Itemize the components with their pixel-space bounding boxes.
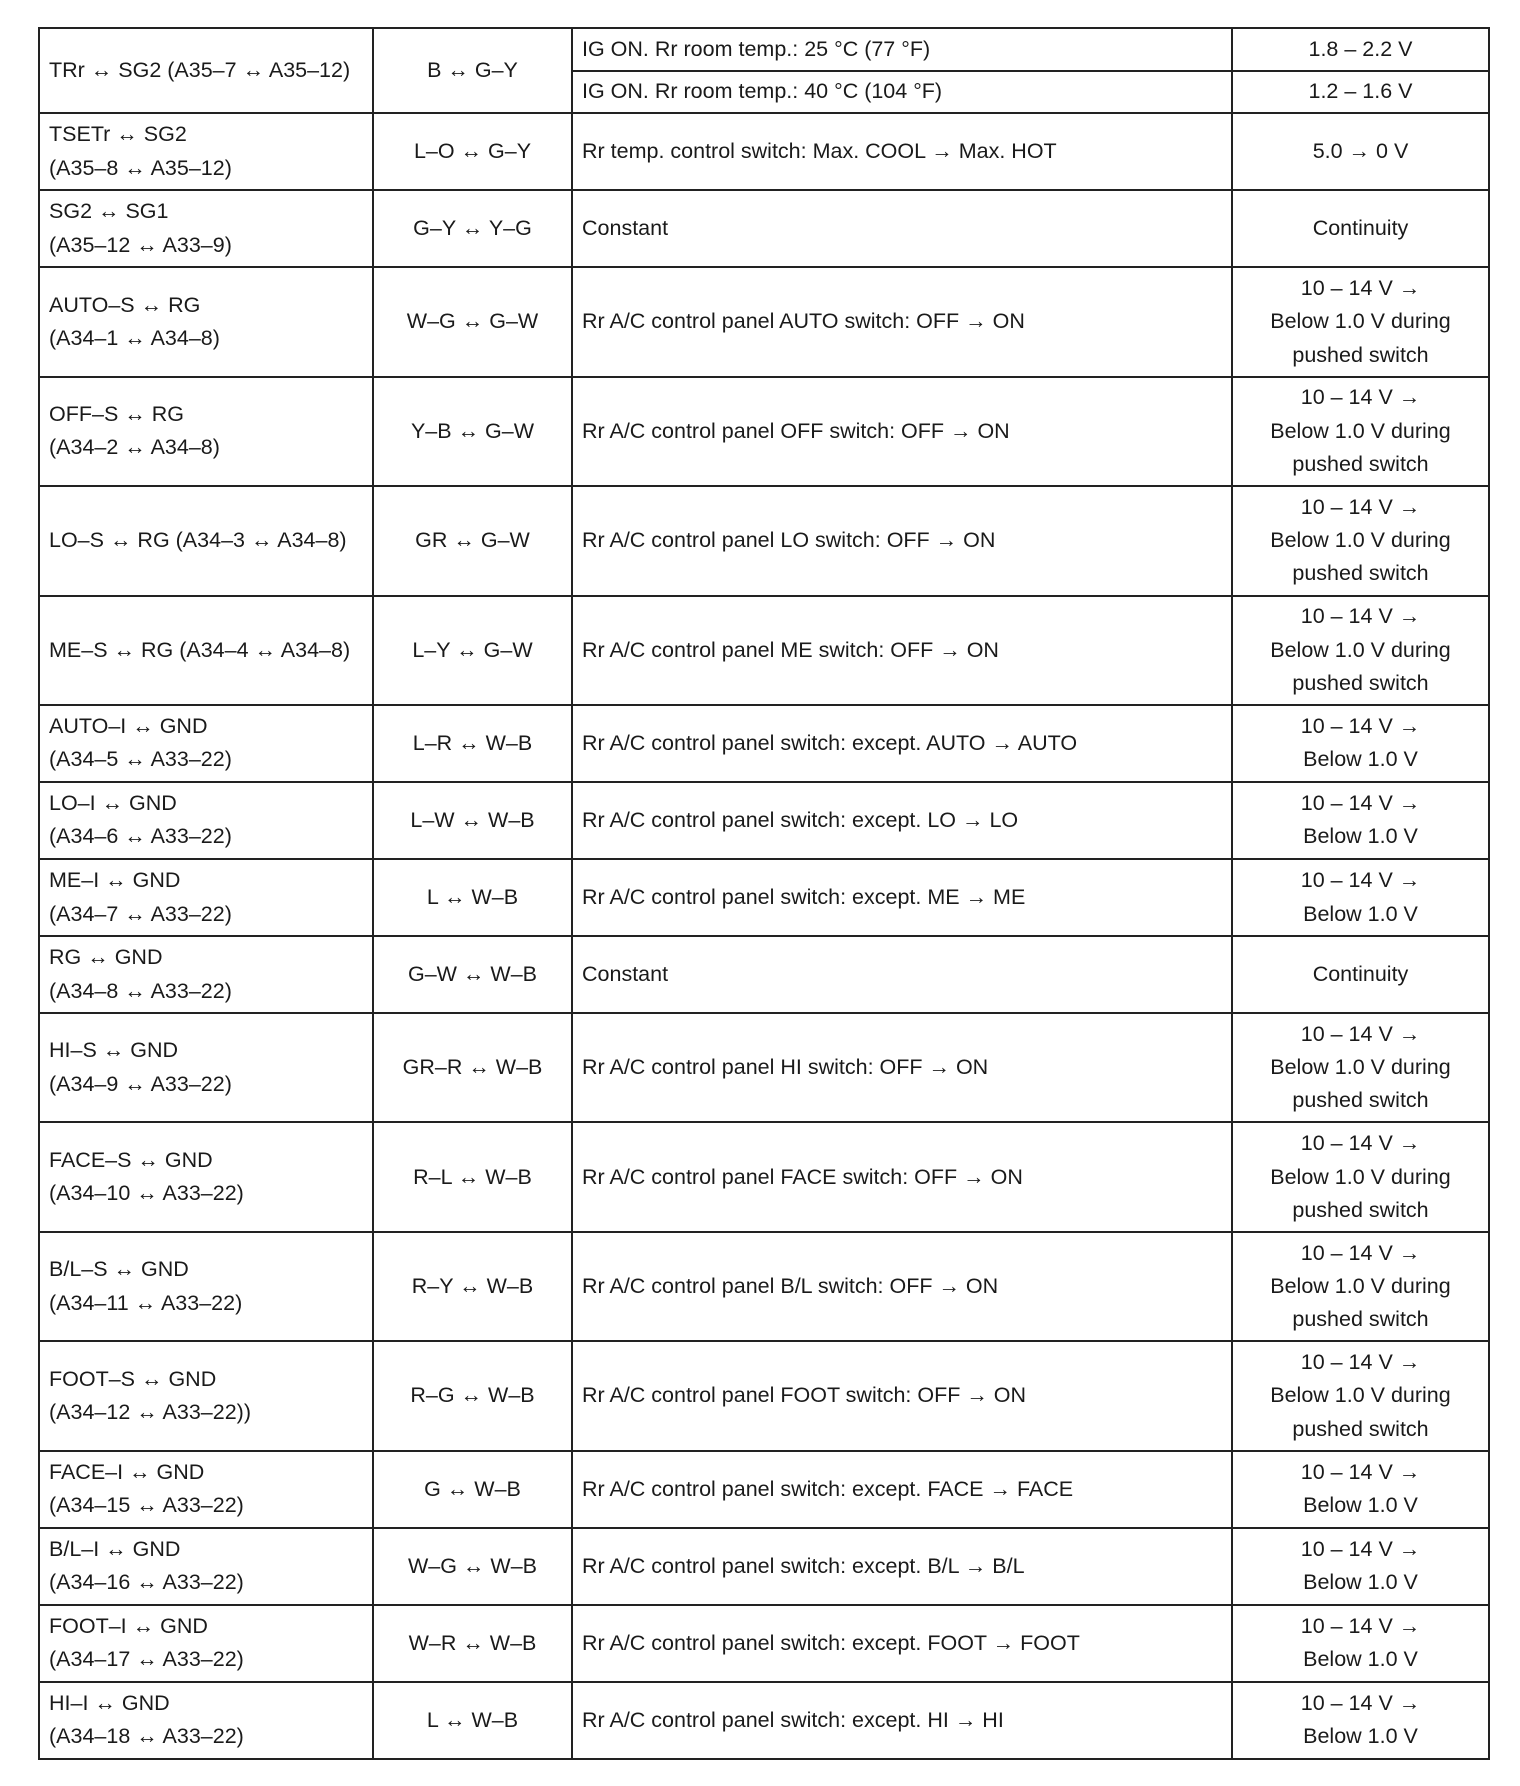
wire-color-cell: L ↔ W–B [373,1682,572,1759]
spec-cell [1232,1682,1489,1759]
wire-color-cell: R–G ↔ W–B [373,1341,572,1450]
wire-color-cell: Y–B ↔ G–W [373,377,572,486]
condition-cell: Constant [572,936,1232,1013]
terminal-text: FOOT–S ↔ GND [49,1366,217,1391]
terminal-text: RG ↔ GND [49,945,163,970]
wire-color-cell: L–R ↔ W–B [373,705,572,782]
condition-cell: Rr temp. control switch: Max. COOL → Max. HOT [572,113,1232,190]
spec-text: Continuity [1312,961,1409,986]
table-row [39,596,1489,705]
spec-text: Below 1.0 V during [1270,418,1451,443]
table-row [39,1232,1489,1341]
spec-cell [1232,486,1489,595]
wire-color-cell: W–G ↔ G–W [373,267,572,376]
terminal-text: FOOT–I ↔ GND [49,1614,208,1639]
spec-cell [1232,936,1489,1013]
table-row [39,859,1489,936]
spec-text: 10 – 14 V → [1300,868,1421,893]
condition-cell: Rr A/C control panel switch: except. FOOT → FOOT [572,1605,1232,1682]
terminal-text: B/L–I ↔ GND [49,1537,181,1562]
terminal-inspection-table [38,27,1490,1760]
wire-color-cell: W–R ↔ W–B [373,1605,572,1682]
condition-cell: Rr A/C control panel switch: except. AUTO → AUTO [572,705,1232,782]
table-row [39,1682,1489,1759]
table-row [39,936,1489,1013]
terminal-cell [39,267,373,376]
wire-color-cell: G–Y ↔ Y–G [373,190,572,267]
table-row [39,190,1489,267]
table-row [39,1122,1489,1231]
spec-text: pushed switch [1292,1307,1429,1332]
wire-color-cell: L–Y ↔ G–W [373,596,572,705]
terminal-text: AUTO–I ↔ GND [49,714,208,739]
spec-text: 5.0 → 0 V [1312,138,1409,163]
spec-cell [1232,596,1489,705]
spec-text: Below 1.0 V [1303,1493,1418,1518]
terminal-cell [39,1122,373,1231]
terminal-pins: (A34–12 ↔ A33–22)) [49,1400,251,1425]
condition-cell: Rr A/C control panel switch: except. LO → LO [572,782,1232,859]
spec-text: 10 – 14 V → [1300,494,1421,519]
terminal-cell [39,377,373,486]
terminal-pins: (A35–12 ↔ A33–9) [49,232,232,257]
spec-text: Below 1.0 V during [1270,1164,1451,1189]
table-row [39,113,1489,190]
terminal-text: TRr ↔ SG2 (A35–7 ↔ A35–12) [49,57,351,82]
condition-cell: IG ON. Rr room temp.: 25 °C (77 °F) [572,28,1232,71]
terminal-cell [39,596,373,705]
terminal-text: HI–I ↔ GND [49,1691,170,1716]
terminal-cell [39,1682,373,1759]
table-row [39,377,1489,486]
spec-text: Below 1.0 V during [1270,528,1451,553]
spec-cell [1232,377,1489,486]
spec-text: pushed switch [1292,1197,1429,1222]
terminal-pins: (A34–16 ↔ A33–22) [49,1570,244,1595]
spec-cell [1232,190,1489,267]
terminal-cell [39,113,373,190]
condition-cell: Rr A/C control panel ME switch: OFF → ON [572,596,1232,705]
spec-text: pushed switch [1292,1416,1429,1441]
terminal-cell [39,859,373,936]
spec-text: 10 – 14 V → [1300,714,1421,739]
spec-cell [1232,782,1489,859]
spec-cell [1232,113,1489,190]
spec-text: 10 – 14 V → [1300,1614,1421,1639]
table-row [39,1528,1489,1605]
table-row [39,1605,1489,1682]
wire-color-cell: L ↔ W–B [373,859,572,936]
condition-cell: Rr A/C control panel HI switch: OFF → ON [572,1013,1232,1122]
wire-color-cell: R–L ↔ W–B [373,1122,572,1231]
spec-text: 10 – 14 V → [1300,1131,1421,1156]
spec-text: 10 – 14 V → [1300,385,1421,410]
condition-cell: Rr A/C control panel B/L switch: OFF → ON [572,1232,1232,1341]
terminal-cell [39,1013,373,1122]
wire-color-cell: B ↔ G–Y [373,28,572,113]
terminal-pins: (A34–18 ↔ A33–22) [49,1724,244,1749]
condition-cell: Rr A/C control panel FACE switch: OFF → ON [572,1122,1232,1231]
spec-cell [1232,1232,1489,1341]
spec-cell [1232,71,1489,114]
spec-cell [1232,1122,1489,1231]
terminal-pins: (A34–17 ↔ A33–22) [49,1647,244,1672]
terminal-pins: (A35–8 ↔ A35–12) [49,155,232,180]
terminal-text: HI–S ↔ GND [49,1038,179,1063]
condition-cell: Constant [572,190,1232,267]
terminal-cell [39,1341,373,1450]
condition-cell: Rr A/C control panel switch: except. HI → HI [572,1682,1232,1759]
table-row [39,1341,1489,1450]
table-row [39,1013,1489,1122]
wire-color-cell: W–G ↔ W–B [373,1528,572,1605]
condition-cell: Rr A/C control panel AUTO switch: OFF → ON [572,267,1232,376]
spec-text: pushed switch [1292,561,1429,586]
condition-cell: Rr A/C control panel switch: except. B/L → B/L [572,1528,1232,1605]
spec-text: Below 1.0 V during [1270,1383,1451,1408]
spec-text: 1.2 – 1.6 V [1308,79,1413,104]
table-row [39,705,1489,782]
terminal-cell [39,28,373,113]
condition-cell: Rr A/C control panel switch: except. ME → ME [572,859,1232,936]
terminal-text: ME–I ↔ GND [49,868,181,893]
wire-color-cell: GR ↔ G–W [373,486,572,595]
spec-cell [1232,1341,1489,1450]
spec-text: 10 – 14 V → [1300,791,1421,816]
terminal-pins: (A34–9 ↔ A33–22) [49,1071,232,1096]
condition-cell: Rr A/C control panel FOOT switch: OFF → ON [572,1341,1232,1450]
terminal-cell [39,936,373,1013]
spec-cell [1232,28,1489,71]
spec-text: Below 1.0 V during [1270,637,1451,662]
table-row [39,28,1489,71]
wire-color-cell: R–Y ↔ W–B [373,1232,572,1341]
terminal-text: FACE–S ↔ GND [49,1147,213,1172]
spec-text: Below 1.0 V [1303,1724,1418,1749]
terminal-cell [39,1451,373,1528]
terminal-pins: (A34–6 ↔ A33–22) [49,824,232,849]
spec-text: Below 1.0 V [1303,824,1418,849]
spec-text: 10 – 14 V → [1300,1021,1421,1046]
spec-text: 10 – 14 V → [1300,275,1421,300]
spec-text: 10 – 14 V → [1300,1537,1421,1562]
spec-text: pushed switch [1292,670,1429,695]
spec-text: pushed switch [1292,451,1429,476]
condition-cell: Rr A/C control panel OFF switch: OFF → ON [572,377,1232,486]
terminal-pins: (A34–11 ↔ A33–22) [49,1290,243,1315]
terminal-text: SG2 ↔ SG1 [49,199,169,224]
wire-color-cell: L–O ↔ G–Y [373,113,572,190]
spec-cell [1232,859,1489,936]
wire-color-cell: GR–R ↔ W–B [373,1013,572,1122]
spec-text: 10 – 14 V → [1300,1691,1421,1716]
spec-text: Below 1.0 V [1303,1647,1418,1672]
spec-text: Below 1.0 V [1303,901,1418,926]
spec-cell [1232,1451,1489,1528]
terminal-pins: (A34–8 ↔ A33–22) [49,978,232,1003]
terminal-text: FACE–I ↔ GND [49,1460,205,1485]
terminal-text: B/L–S ↔ GND [49,1257,189,1282]
spec-text: 1.8 – 2.2 V [1308,36,1413,61]
terminal-pins: (A34–5 ↔ A33–22) [49,747,232,772]
wire-color-cell: L–W ↔ W–B [373,782,572,859]
terminal-pins: (A34–1 ↔ A34–8) [49,325,220,350]
terminal-pins: (A34–2 ↔ A34–8) [49,435,220,460]
terminal-cell [39,1605,373,1682]
table-row [39,1451,1489,1528]
condition-cell: Rr A/C control panel LO switch: OFF → ON [572,486,1232,595]
wire-color-cell: G–W ↔ W–B [373,936,572,1013]
table-row [39,267,1489,376]
spec-cell [1232,705,1489,782]
wire-color-cell: G ↔ W–B [373,1451,572,1528]
terminal-text: LO–I ↔ GND [49,791,177,816]
terminal-pins: (A34–10 ↔ A33–22) [49,1181,244,1206]
terminal-pins: (A34–7 ↔ A33–22) [49,901,232,926]
spec-text: Below 1.0 V during [1270,1055,1451,1080]
spec-cell [1232,1605,1489,1682]
spec-text: Continuity [1312,215,1409,240]
spec-text: 10 – 14 V → [1300,604,1421,629]
spec-cell [1232,1013,1489,1122]
terminal-text: OFF–S ↔ RG [49,402,184,427]
condition-cell: Rr A/C control panel switch: except. FACE → FACE [572,1451,1232,1528]
terminal-cell [39,1232,373,1341]
spec-text: 10 – 14 V → [1300,1350,1421,1375]
terminal-cell [39,1528,373,1605]
spec-text: Below 1.0 V during [1270,309,1451,334]
terminal-pins: (A34–15 ↔ A33–22) [49,1493,244,1518]
terminal-text: LO–S ↔ RG (A34–3 ↔ A34–8) [49,528,347,553]
spec-cell [1232,267,1489,376]
spec-cell [1232,1528,1489,1605]
spec-text: Below 1.0 V during [1270,1274,1451,1298]
terminal-text: TSETr ↔ SG2 [49,122,187,147]
terminal-cell [39,486,373,595]
spec-text: pushed switch [1292,342,1429,367]
terminal-cell [39,190,373,267]
terminal-text: AUTO–S ↔ RG [49,292,201,317]
spec-text: 10 – 14 V → [1300,1460,1421,1485]
condition-cell: IG ON. Rr room temp.: 40 °C (104 °F) [572,71,1232,114]
spec-text: 10 – 14 V → [1300,1240,1421,1265]
spec-text: Below 1.0 V [1303,1570,1418,1595]
terminal-text: ME–S ↔ RG (A34–4 ↔ A34–8) [49,637,351,662]
spec-text: pushed switch [1292,1088,1429,1113]
table-row [39,782,1489,859]
spec-text: Below 1.0 V [1303,747,1418,772]
terminal-cell [39,705,373,782]
terminal-cell [39,782,373,859]
table-row [39,486,1489,595]
